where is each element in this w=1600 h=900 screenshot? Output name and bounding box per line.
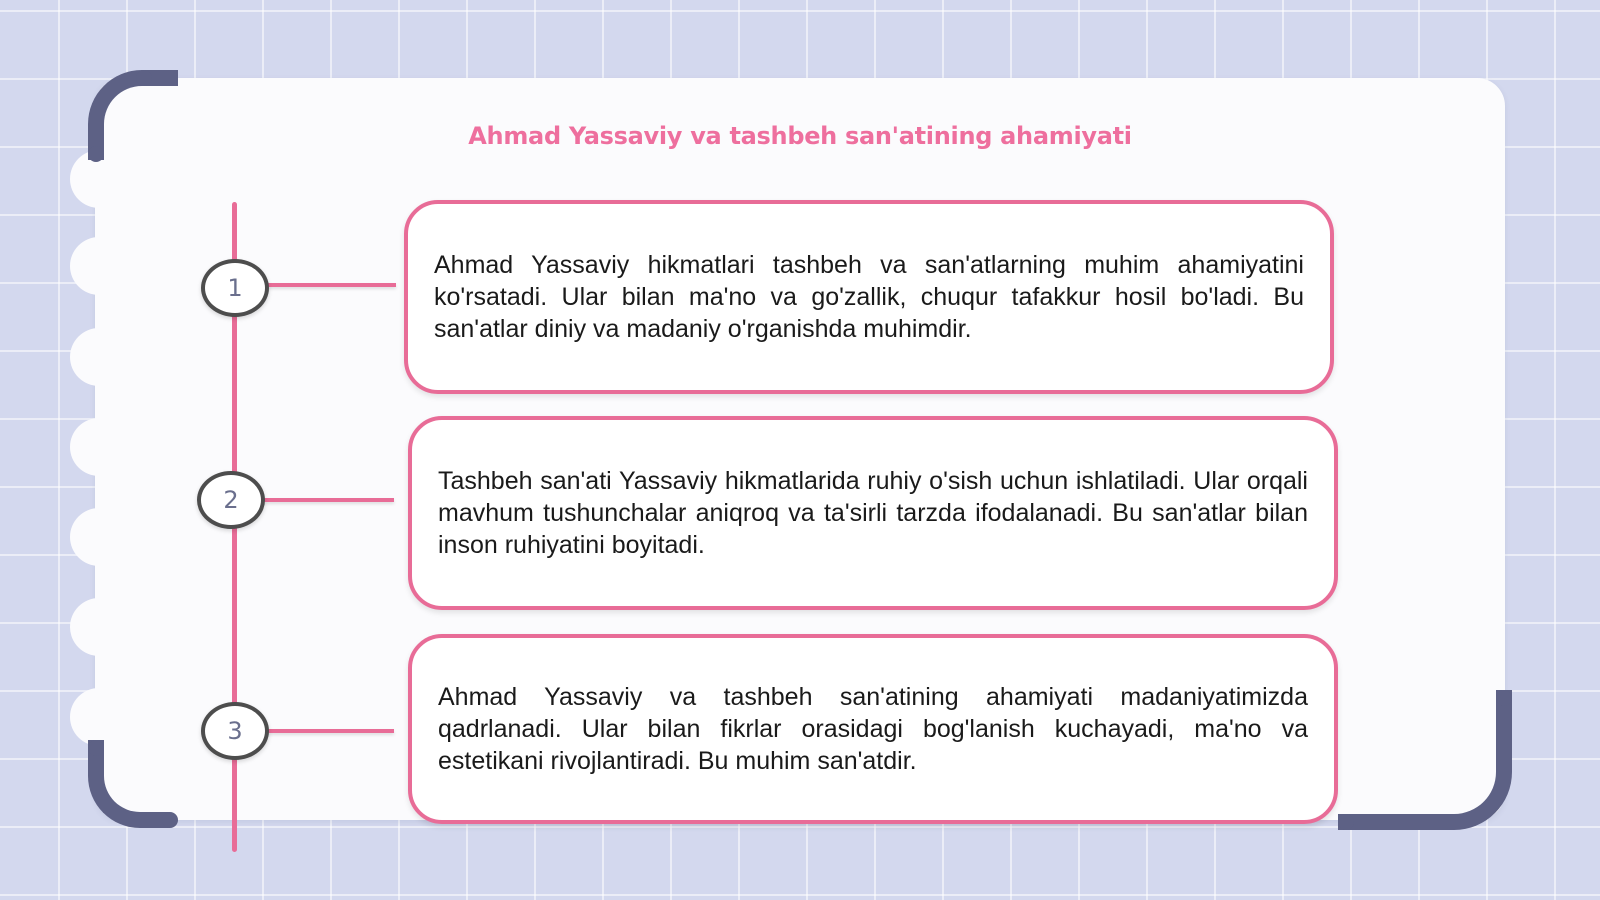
connector-1	[262, 283, 396, 287]
step-card-text: Ahmad Yassaviy hikmatlari tashbeh va san'atlarning muhim ahamiyatini ko'rsatadi. Ular bilan ma'no va go'zallik, chuqur tafakkur hosil bo'ladi. Bu san'atlar diniy va madaniy o'rganishda muhimdir.	[434, 251, 1304, 343]
step-number-3: 3	[201, 702, 269, 760]
step-card-2	[408, 416, 1338, 610]
paper-scallop	[70, 328, 128, 386]
corner-bracket-bottom-right	[1338, 690, 1512, 830]
step-card-3	[408, 634, 1338, 824]
bracket-cap	[136, 70, 152, 86]
slide-title: Ahmad Yassaviy va tashbeh san'atining ahamiyati	[468, 122, 1132, 150]
corner-bracket-top-left	[88, 70, 178, 160]
bracket-cap	[88, 146, 104, 162]
paper-scallop	[70, 598, 128, 656]
paper-scallop	[70, 418, 128, 476]
bracket-cap	[162, 812, 178, 828]
bracket-cap	[1338, 814, 1354, 830]
connector-3	[262, 729, 394, 733]
step-card-1	[404, 200, 1334, 394]
bracket-cap	[1496, 690, 1512, 706]
step-number-1: 1	[201, 259, 269, 317]
paper-scallop	[70, 237, 128, 295]
paper-scallop	[70, 508, 128, 566]
bracket-cap	[88, 740, 104, 756]
paper-scallop	[70, 688, 128, 746]
step-number-2: 2	[197, 471, 265, 529]
step-card-text: Ahmad Yassaviy va tashbeh san'atining ahamiyati madaniyatimizda qadrlanadi. Ular bilan fikrlar orasidagi bog'lanish kuchayadi, ma'no va estetikani rivojlantiradi. Bu muhim san'atdir.	[438, 683, 1308, 775]
connector-2	[260, 498, 394, 502]
step-card-text: Tashbeh san'ati Yassaviy hikmatlarida ruhiy o'sish uchun ishlatiladi. Ular orqali mavhum tushunchalar aniqroq va ta'sirli tarzda ifodalanadi. Bu san'atlar bilan inson ruhiyatini boyitadi.	[438, 467, 1308, 559]
